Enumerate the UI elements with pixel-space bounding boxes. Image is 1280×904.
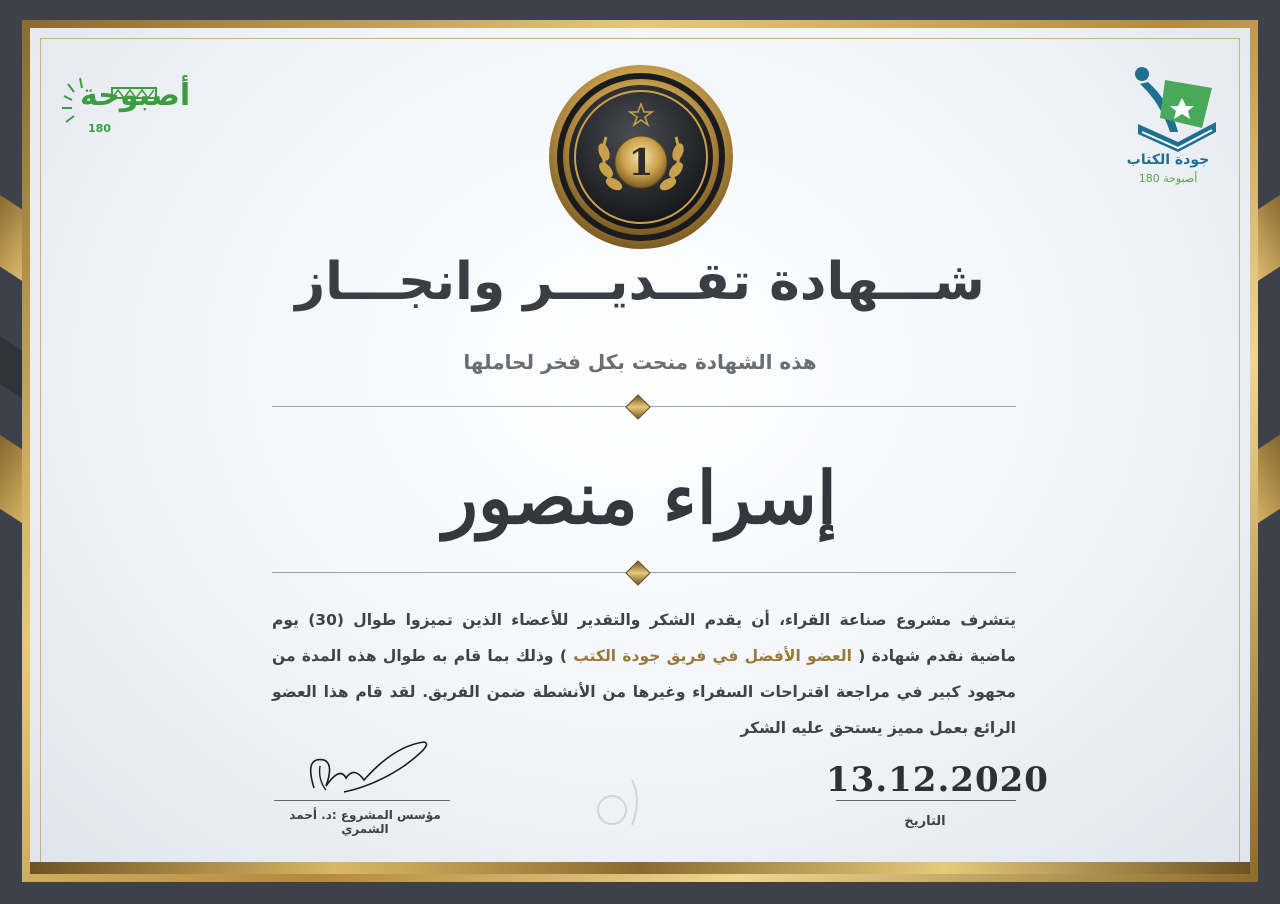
signature-line bbox=[274, 800, 450, 801]
certificate-subtitle: هذه الشهادة منحت بكل فخر لحاملها bbox=[463, 350, 817, 374]
certificate-body bbox=[272, 602, 1016, 746]
date-label: التاريخ bbox=[904, 814, 946, 829]
signature-caption: مؤسس المشروع :د. أحمد الشمري bbox=[289, 808, 441, 836]
certificate-date: 13.12.2020 bbox=[826, 760, 1049, 800]
left-logo-number: 180 bbox=[88, 122, 111, 135]
right-logo-subtitle: أصبوحة 180 bbox=[1138, 172, 1198, 185]
bottom-gold-band bbox=[30, 862, 1250, 874]
right-logo-title: جودة الكتاب bbox=[1126, 152, 1210, 168]
signature-image bbox=[274, 736, 454, 802]
date-line bbox=[836, 800, 1016, 801]
recipient-name: إسراء منصور bbox=[443, 455, 837, 540]
left-logo-text: أصبوحة bbox=[80, 78, 191, 113]
medal-icon bbox=[546, 62, 736, 252]
certificate-title: شـــهادة تقــديـــر وانجـــاز bbox=[295, 252, 985, 312]
body-text-part2: ) وذلك بما قام به طوال هذه المدة من مجهود كبير في مراجعة اقتراحات السفراء وغيرها من الأنشطة ضمن الفريق. لقد قام هذا العضو الرائع بعمل مميز يستحق عليه الشكر bbox=[272, 647, 1016, 737]
watermark-logo-icon bbox=[572, 770, 662, 840]
body-highlight: العضو الأفضل في فريق جودة الكتب bbox=[573, 647, 852, 665]
medal-number: 1 bbox=[628, 142, 654, 184]
body-text-part1: يتشرف مشروع صناعة القراء، أن يقدم الشكر والتقدير للأعضاء الذين تميزوا طوال (30) يوم ماضية نقدم شهادة ( bbox=[272, 611, 1016, 665]
